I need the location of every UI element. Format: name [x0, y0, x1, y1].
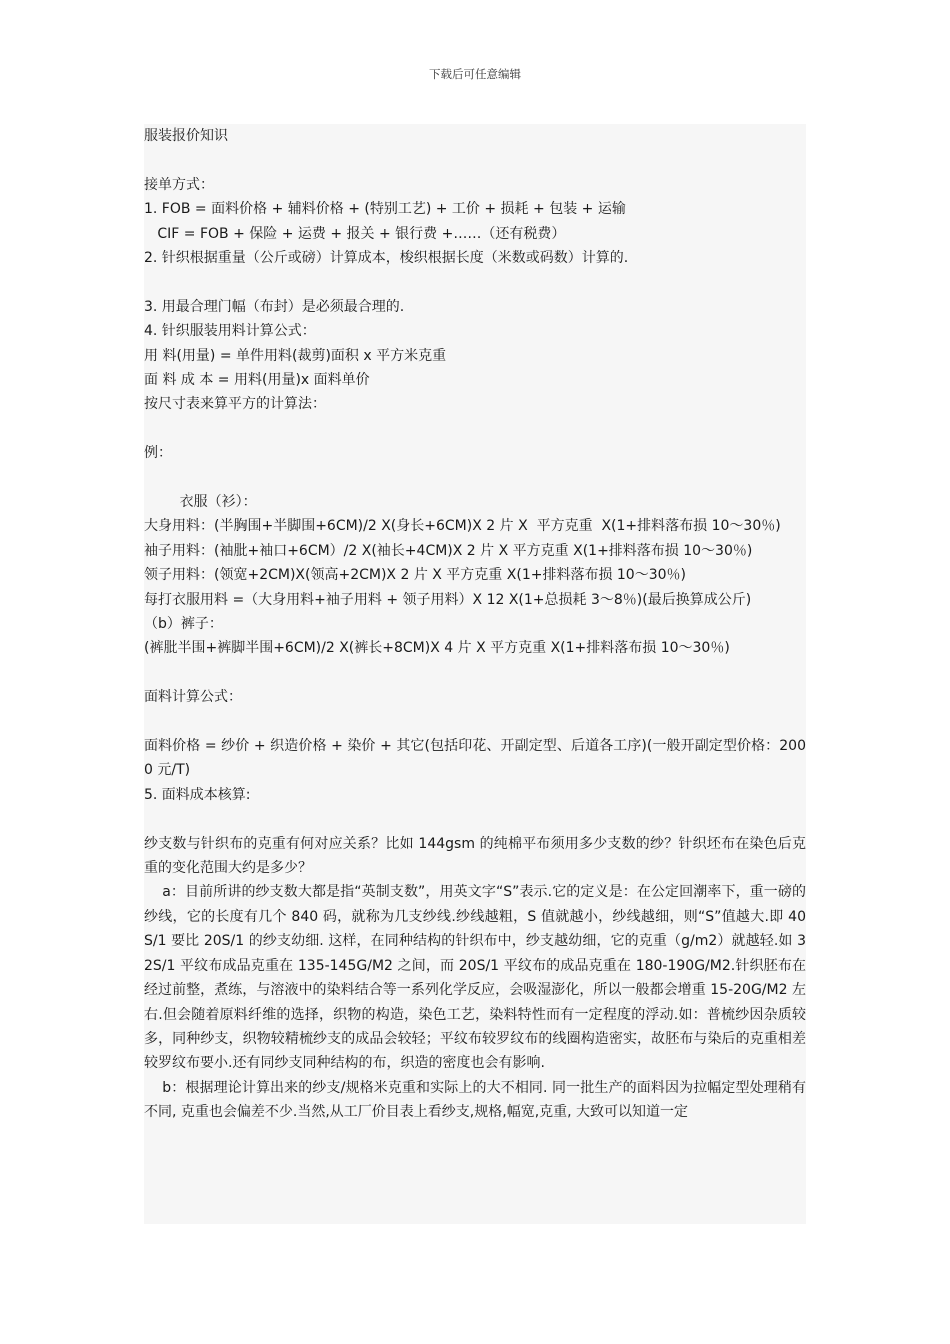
fabric-formula-heading: 面料计算公式：	[144, 689, 242, 706]
cost-formula: 面 料 成 本 = 用料(用量)x 面料单价	[144, 372, 370, 389]
collar-fabric-formula: 领子用料：(领宽+2CM)X(领高+2CM)X 2 片 X 平方克重 X(1+排料落布损 10～30％)	[144, 567, 686, 584]
method-heading: 按尺寸表来算平方的计算法：	[144, 396, 326, 413]
order-method-heading: 接单方式：	[144, 176, 214, 193]
fob-formula: 1. FOB = 面料价格 + 辅料价格 + (特别工艺) + 工价 + 损耗 + 包装 + 运输	[144, 201, 626, 218]
blank-line	[144, 807, 806, 831]
body-fabric-formula: 大身用料：(半胸围+半脚围+6CM)/2 X(身长+6CM)X 2 片 X 平方克重 X(1+排料落布损 10～30％)	[144, 518, 781, 535]
blank-line	[144, 148, 806, 172]
blank-line	[144, 270, 806, 294]
fabric-price-formula: 面料价格 = 纱价 + 织造价格 + 染价 + 其它(包括印花、开副定型、后道各工序)(一般开副定型价格：2000 元/T)	[144, 738, 806, 779]
document-body	[144, 124, 806, 1224]
formula-heading: 4. 针织服装用料计算公式：	[144, 323, 316, 340]
answer-b-paragraph: b：根据理论计算出来的纱支/规格米克重和实际上的大不相同. 同一批生产的面料因为拉幅定型处理稍有不同, 克重也会偏差不少.当然,从工厂价目表上看纱支,规格,幅宽,克重, 大致可以知道一定	[144, 1079, 806, 1121]
dozen-fabric-formula: 每打衣服用料 =（大身用料+袖子用料 + 领子用料）X 12 X(1+总损耗 3～8％)(最后换算成公斤)	[144, 591, 752, 608]
cif-formula: CIF = FOB + 保险 + 运费 + 报关 + 银行费 +……（还有税费）	[144, 225, 566, 242]
usage-formula: 用 料(用量) = 单件用料(裁剪)面积 x 平方米克重	[144, 347, 447, 364]
knit-weight-note: 2. 针织根据重量（公斤或磅）计算成本，梭织根据长度（米数或码数）计算的.	[144, 250, 629, 267]
blank-line	[144, 661, 806, 685]
blank-line	[144, 710, 806, 734]
blank-line	[144, 466, 806, 490]
example-label: 例：	[144, 445, 172, 462]
pants-fabric-formula: (裤肶半围+裤脚半围+6CM)/2 X(裤长+8CM)X 4 片 X 平方克重 X(1+排料落布损 10～30％)	[144, 640, 730, 657]
sleeve-fabric-formula: 袖子用料：(袖肶+袖口+6CM）/2 X(袖长+4CM)X 2 片 X 平方克重 X(1+排料落布损 10～30％)	[144, 542, 753, 559]
page-header-note: 下载后可任意编辑	[429, 67, 521, 81]
pants-heading: （b）裤子：	[144, 616, 223, 633]
cost-check-heading: 5. 面料成本核算:	[144, 786, 251, 803]
answer-a-paragraph: a：目前所讲的纱支数大都是指“英制支数”，用英文字“S”表示.它的定义是：在公定回潮率下，重一磅的纱线，它的长度有几个 840 码，就称为几支纱线.纱线越粗，S 值就越小，纱线越细，则“S”值越大.即 40S/1 要比 20S/1 的纱支幼细. 这样，在同种结构的针织布中，纱支越幼细，它的克重（g/m2）就越轻.如 32S/1 平纹布成品克重在 135-145G/M2 之间，而 20S/1 平纹布的成品克重在 180-190G/M2.针织胚布在经过前整，煮练，与溶液中的染料结合等一系列化学反应，会吸湿澎化，所以一般都会增重 15-20G/M2 左右.但会随着原料纤维的选择，织物的构造，染色工艺，染料特性而有一定程度的浮动.如：普梳纱因杂质较多，同种纱支，织物较精梳纱支的成品会较轻；平纹布较罗纹布的线圈构造密实，故胚布与染后的克重相差较罗纹布要小.还有同纱支同种结构的布，织造的密度也会有影响.	[144, 884, 806, 1072]
width-note: 3. 用最合理门幅（布封）是必须最合理的.	[144, 298, 405, 315]
blank-line	[144, 417, 806, 441]
shirt-heading: 衣服（衫）：	[144, 494, 257, 511]
doc-title: 服装报价知识	[144, 128, 228, 144]
question-paragraph: 纱支数与针织布的克重有何对应关系？比如 144gsm 的纯棉平布须用多少支数的纱？针织坯布在染色后克重的变化范围大约是多少？	[144, 835, 806, 877]
